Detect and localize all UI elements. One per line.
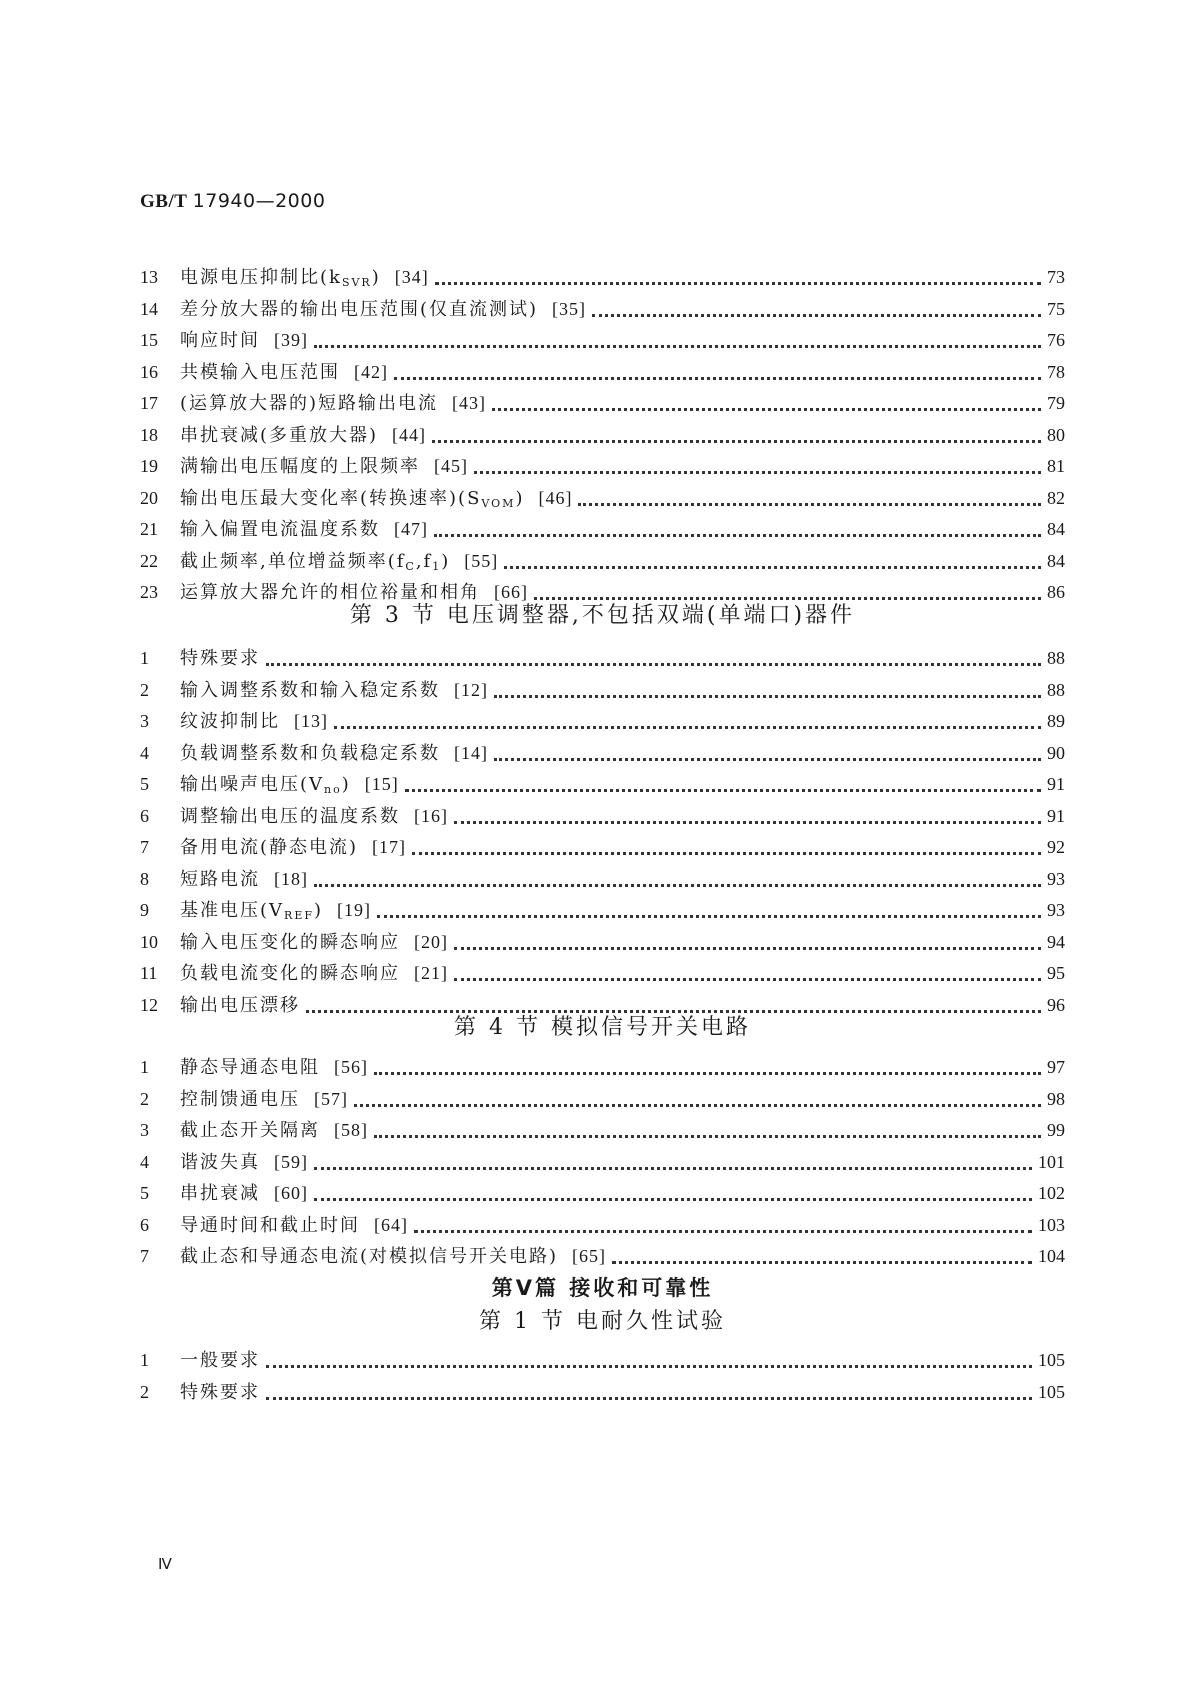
toc-entry-reference: [15] — [364, 774, 399, 794]
toc-entry — [140, 675, 1065, 707]
toc-entry-title-end: ) — [313, 900, 324, 921]
toc-entry-title — [180, 739, 440, 765]
toc-list-section2-continued — [140, 262, 1065, 609]
toc-entry-title — [180, 770, 351, 796]
toc-entry-title-text: 满输出电压幅度的上限频率 — [180, 456, 420, 477]
toc-dot-leader — [494, 677, 1041, 698]
toc-list-section3 — [140, 643, 1065, 1021]
toc-entry — [140, 388, 1065, 420]
toc-entry — [140, 801, 1065, 833]
toc-entry — [140, 895, 1065, 927]
toc-entry — [140, 1377, 1065, 1409]
toc-entry-title-text: 静态导通态电阻 — [180, 1057, 320, 1078]
toc-entry-title — [180, 326, 260, 352]
toc-entry-page-number: 92 — [1047, 837, 1065, 857]
toc-entry-number: 15 — [140, 330, 158, 350]
toc-entry-reference: [18] — [274, 868, 308, 889]
footer-page-number: Ⅳ — [158, 1557, 172, 1573]
toc-entry-title — [180, 833, 358, 859]
toc-entry-title-text: 截止频率,单位增益频率(f — [180, 550, 406, 572]
toc-entry — [140, 546, 1065, 578]
toc-dot-leader — [492, 390, 1041, 411]
toc-entry-title-text: 短路电流 — [180, 868, 260, 890]
toc-entry — [140, 1084, 1065, 1116]
toc-entry-title — [180, 484, 524, 510]
toc-entry-reference: [43] — [452, 393, 487, 413]
toc-entry-number: 16 — [140, 361, 158, 382]
toc-entry-title-text: 负载电流变化的瞬态响应 — [180, 963, 400, 984]
toc-dot-leader — [435, 264, 1041, 285]
toc-entry-reference: [35] — [552, 298, 587, 319]
toc-dot-leader — [412, 834, 1041, 855]
toc-entry-title — [180, 1211, 360, 1237]
toc-entry-page-number: 91 — [1047, 774, 1065, 794]
toc-entry-title — [180, 802, 400, 828]
part5-section1-heading: 第 1 节 电耐久性试验 — [479, 1309, 726, 1334]
toc-entry-reference: [44] — [392, 424, 427, 445]
toc-entry-title-text: 一般要求 — [180, 1350, 260, 1371]
toc-entry-title-text: 谐波失真 — [180, 1151, 260, 1173]
toc-entry-page-number: 96 — [1047, 994, 1065, 1015]
toc-entry-number: 7 — [140, 1246, 149, 1266]
toc-entry-reference: [46] — [538, 487, 573, 508]
toc-entry-title — [180, 295, 538, 321]
toc-entry-page-number: 105 — [1038, 1381, 1065, 1402]
toc-list-part5-section1 — [140, 1345, 1065, 1408]
toc-entry-page-number: 101 — [1038, 1151, 1065, 1172]
toc-entry-reference: [65] — [572, 1246, 607, 1266]
toc-entry-number: 10 — [140, 931, 158, 952]
section3-heading: 第 3 节 电压调整器,不包括双端(单端口)器件 — [349, 603, 856, 628]
toc-entry-reference: [34] — [394, 267, 429, 287]
toc-dot-leader — [432, 422, 1041, 443]
toc-entry — [140, 451, 1065, 483]
toc-entry-number: 7 — [140, 837, 149, 857]
toc-entry-number: 5 — [140, 1183, 149, 1203]
toc-entry-page-number: 93 — [1047, 868, 1065, 889]
toc-entry-title-text: 输出电压漂移 — [180, 994, 300, 1016]
toc-entry-reference: [19] — [337, 900, 372, 920]
toc-dot-leader — [374, 1117, 1041, 1138]
part5-heading: 第Ⅴ篇 接收和可靠性 — [491, 1276, 714, 1300]
toc-entry-page-number: 76 — [1047, 330, 1065, 350]
toc-entry-number: 4 — [140, 1151, 149, 1172]
toc-entry-title — [180, 707, 280, 733]
toc-entry — [140, 738, 1065, 770]
toc-entry-number: 12 — [140, 994, 158, 1015]
toc-entry-title-text: 差分放大器的输出电压范围(仅直流测试) — [180, 298, 539, 320]
toc-entry-subscript: C — [405, 559, 416, 573]
toc-entry-reference: [56] — [334, 1057, 368, 1077]
toc-list-section4 — [140, 1052, 1065, 1273]
toc-entry-title-text: 调整输出电压的温度系数 — [180, 805, 400, 827]
toc-entry-title-text: 特殊要求 — [180, 648, 260, 669]
toc-entry-page-number: 80 — [1047, 424, 1065, 445]
toc-entry-number: 14 — [140, 298, 158, 319]
toc-entry-title-text: 截止态和导通态电流(对模拟信号开关电路) — [180, 1246, 559, 1267]
toc-entry-reference: [17] — [372, 837, 407, 857]
toc-entry-page-number: 102 — [1038, 1183, 1065, 1203]
toc-entry-reference: [47] — [394, 519, 428, 539]
toc-entry-reference: [55] — [464, 550, 499, 571]
toc-entry-reference: [58] — [334, 1120, 368, 1140]
toc-entry — [140, 1178, 1065, 1210]
toc-entry-title-text: 特殊要求 — [180, 1381, 260, 1403]
toc-dot-leader — [266, 1347, 1032, 1368]
toc-entry-number: 3 — [140, 711, 149, 731]
toc-entry-title — [180, 865, 260, 891]
toc-entry-title-text: 控制馈通电压 — [180, 1088, 300, 1110]
toc-entry-number: 17 — [140, 393, 158, 413]
toc-dot-leader — [474, 453, 1041, 474]
toc-entry-reference: [60] — [274, 1183, 308, 1203]
toc-entry-subscript: no — [324, 783, 342, 796]
toc-entry-title — [180, 1242, 558, 1268]
toc-entry-title — [180, 959, 400, 985]
toc-entry-title-text: 共模输入电压范围 — [180, 361, 340, 383]
toc-entry-title-mid: ,f — [415, 550, 433, 572]
toc-entry — [140, 420, 1065, 452]
toc-entry-subscript-2: 1 — [432, 559, 442, 573]
toc-entry-number: 11 — [140, 963, 158, 983]
toc-dot-leader — [314, 327, 1041, 348]
toc-entry-title — [180, 1116, 320, 1142]
toc-entry-title — [180, 452, 420, 478]
toc-entry-number: 6 — [140, 805, 149, 826]
toc-dot-leader — [266, 1379, 1032, 1400]
toc-entry-reference: [39] — [274, 330, 308, 350]
toc-entry-title — [180, 1378, 260, 1404]
toc-entry-number: 8 — [140, 868, 149, 889]
toc-entry-page-number: 84 — [1047, 519, 1065, 539]
toc-entry-number: 19 — [140, 456, 158, 476]
toc-entry-title — [180, 1179, 260, 1205]
toc-entry-number: 9 — [140, 900, 149, 920]
toc-entry-page-number: 90 — [1047, 742, 1065, 763]
toc-entry — [140, 643, 1065, 675]
toc-entry-title-text: 运算放大器允许的相位裕量和相角 — [180, 582, 480, 603]
toc-entry-title — [180, 1085, 300, 1111]
toc-entry-page-number: 88 — [1047, 679, 1065, 700]
toc-entry-number: 3 — [140, 1120, 149, 1140]
toc-entry-title — [180, 676, 440, 702]
toc-dot-leader — [314, 1180, 1032, 1201]
toc-dot-leader — [266, 645, 1041, 666]
toc-entry-page-number: 94 — [1047, 931, 1065, 952]
toc-entry-title-text: 导通时间和截止时间 — [180, 1214, 360, 1236]
toc-entry — [140, 357, 1065, 389]
toc-entry-title — [180, 389, 438, 415]
toc-entry-title-text: (运算放大器的)短路输出电流 — [180, 393, 439, 414]
toc-entry-page-number: 91 — [1047, 805, 1065, 826]
toc-entry — [140, 769, 1065, 801]
toc-entry-number: 6 — [140, 1214, 149, 1235]
toc-entry-title — [180, 1148, 260, 1174]
toc-entry — [140, 864, 1065, 896]
toc-entry-reference: [13] — [294, 711, 328, 731]
toc-entry-title-end: ) — [515, 487, 525, 509]
toc-entry-page-number: 86 — [1047, 582, 1065, 602]
toc-entry-number: 21 — [140, 519, 158, 539]
toc-entry-number: 1 — [140, 1350, 149, 1370]
toc-entry-number: 4 — [140, 742, 149, 763]
toc-entry-title — [180, 644, 260, 670]
toc-entry-page-number: 79 — [1047, 393, 1065, 413]
toc-entry-reference: [66] — [494, 582, 528, 602]
toc-entry-title-text: 纹波抑制比 — [180, 711, 280, 732]
toc-entry — [140, 1052, 1065, 1084]
toc-entry-page-number: 104 — [1038, 1246, 1065, 1266]
toc-entry-reference: [64] — [374, 1214, 408, 1235]
toc-entry-title-text: 负载调整系数和负载稳定系数 — [180, 742, 440, 764]
toc-dot-leader — [494, 740, 1041, 761]
toc-entry — [140, 1210, 1065, 1242]
toc-entry — [140, 1241, 1065, 1273]
toc-entry-title-text: 响应时间 — [180, 330, 260, 351]
toc-dot-leader — [454, 803, 1041, 824]
toc-dot-leader — [414, 1212, 1032, 1233]
toc-dot-leader — [454, 929, 1041, 950]
standard-code — [140, 190, 325, 213]
toc-entry-page-number: 93 — [1047, 900, 1065, 920]
toc-entry-number: 20 — [140, 487, 158, 508]
toc-entry-title — [180, 421, 378, 447]
toc-entry-title-text: 串扰衰减 — [180, 1183, 260, 1204]
toc-entry — [140, 958, 1065, 990]
toc-entry-number: 2 — [140, 679, 149, 700]
toc-dot-leader — [394, 359, 1041, 380]
toc-entry-number: 18 — [140, 424, 158, 445]
toc-entry-reference: [45] — [434, 456, 468, 476]
toc-entry-title-text: 备用电流(静态电流) — [180, 837, 359, 858]
toc-entry-page-number: 89 — [1047, 711, 1065, 731]
toc-entry-title-text: 输入电压变化的瞬态响应 — [180, 931, 400, 953]
toc-entry — [140, 262, 1065, 294]
toc-entry-title — [180, 263, 381, 289]
toc-entry-page-number: 82 — [1047, 487, 1065, 508]
toc-entry-subscript: SVR — [341, 276, 372, 289]
toc-dot-leader — [534, 579, 1041, 600]
toc-entry-title — [180, 515, 380, 541]
toc-entry-page-number: 88 — [1047, 648, 1065, 668]
toc-entry-page-number: 81 — [1047, 456, 1065, 476]
toc-entry-title — [180, 928, 400, 954]
toc-entry — [140, 832, 1065, 864]
toc-dot-leader — [354, 1086, 1041, 1107]
section4-heading: 第 4 节 模拟信号开关电路 — [454, 1015, 751, 1040]
toc-entry — [140, 325, 1065, 357]
toc-entry-page-number: 105 — [1038, 1350, 1065, 1370]
toc-entry — [140, 706, 1065, 738]
toc-entry-page-number: 98 — [1047, 1088, 1065, 1109]
standard-code-number: 17940—2000 — [192, 190, 326, 212]
toc-dot-leader — [377, 897, 1041, 918]
toc-entry-page-number: 99 — [1047, 1120, 1065, 1140]
toc-entry — [140, 483, 1065, 515]
toc-dot-leader — [334, 708, 1041, 729]
toc-entry-title — [180, 896, 323, 922]
toc-entry — [140, 1147, 1065, 1179]
toc-entry-reference: [21] — [414, 963, 448, 983]
toc-entry-reference: [42] — [354, 361, 388, 382]
toc-entry-title-end: ) — [441, 550, 451, 572]
toc-entry-subscript: VOM — [481, 496, 516, 510]
toc-entry-number: 1 — [140, 1057, 149, 1077]
toc-entry-title-text: 截止态开关隔离 — [180, 1120, 320, 1141]
toc-entry-title — [180, 547, 450, 573]
toc-entry — [140, 927, 1065, 959]
toc-dot-leader — [612, 1243, 1032, 1264]
toc-entry-number: 23 — [140, 582, 158, 602]
toc-dot-leader — [454, 960, 1041, 981]
toc-dot-leader — [314, 866, 1041, 887]
toc-entry-reference: [57] — [314, 1088, 348, 1109]
standard-code-prefix: GB/T — [140, 191, 188, 212]
toc-entry-reference: [12] — [454, 679, 488, 700]
toc-entry-number: 2 — [140, 1088, 149, 1109]
toc-entry-title-text: 输出电压最大变化率(转换速率)(S — [180, 487, 482, 509]
toc-entry-page-number: 75 — [1047, 298, 1065, 319]
toc-dot-leader — [314, 1149, 1032, 1170]
toc-entry-title-text: 输入调整系数和输入稳定系数 — [180, 679, 440, 701]
toc-entry-title-text: 输入偏置电流温度系数 — [180, 519, 380, 540]
toc-entry — [140, 514, 1065, 546]
toc-entry-reference: [20] — [414, 931, 448, 952]
toc-entry-page-number: 103 — [1038, 1214, 1065, 1235]
toc-entry-page-number: 84 — [1047, 550, 1065, 571]
toc-entry-title-end: ) — [371, 267, 381, 288]
toc-entry-reference: [59] — [274, 1151, 308, 1172]
toc-entry-reference: [14] — [454, 742, 488, 763]
toc-entry-title-text: 基准电压(V — [180, 900, 285, 921]
toc-entry-page-number: 97 — [1047, 1057, 1065, 1077]
toc-entry-page-number: 78 — [1047, 361, 1065, 382]
toc-entry-title — [180, 358, 340, 384]
toc-entry-page-number: 73 — [1047, 267, 1065, 287]
toc-entry-title-text: 电源电压抑制比(k — [180, 267, 342, 288]
toc-entry-title — [180, 1053, 320, 1079]
toc-entry-reference: [16] — [414, 805, 448, 826]
toc-dot-leader — [578, 485, 1041, 506]
toc-entry-number: 22 — [140, 550, 158, 571]
toc-entry-title-text: 输出噪声电压(V — [180, 774, 325, 795]
toc-entry — [140, 294, 1065, 326]
toc-dot-leader — [405, 771, 1041, 792]
toc-dot-leader — [592, 296, 1041, 317]
toc-entry — [140, 1115, 1065, 1147]
toc-entry-number: 2 — [140, 1381, 149, 1402]
toc-dot-leader — [504, 548, 1041, 569]
toc-entry-number: 5 — [140, 774, 149, 794]
toc-entry-number: 13 — [140, 267, 158, 287]
toc-entry-title-end: ) — [341, 774, 351, 795]
toc-dot-leader — [434, 516, 1041, 537]
toc-entry — [140, 1345, 1065, 1377]
toc-entry-number: 1 — [140, 648, 149, 668]
toc-entry-title-text: 串扰衰减(多重放大器) — [180, 424, 379, 446]
toc-entry-page-number: 95 — [1047, 963, 1065, 983]
toc-dot-leader — [374, 1054, 1041, 1075]
toc-entry-title — [180, 1346, 260, 1372]
toc-entry-subscript: REF — [284, 909, 314, 922]
